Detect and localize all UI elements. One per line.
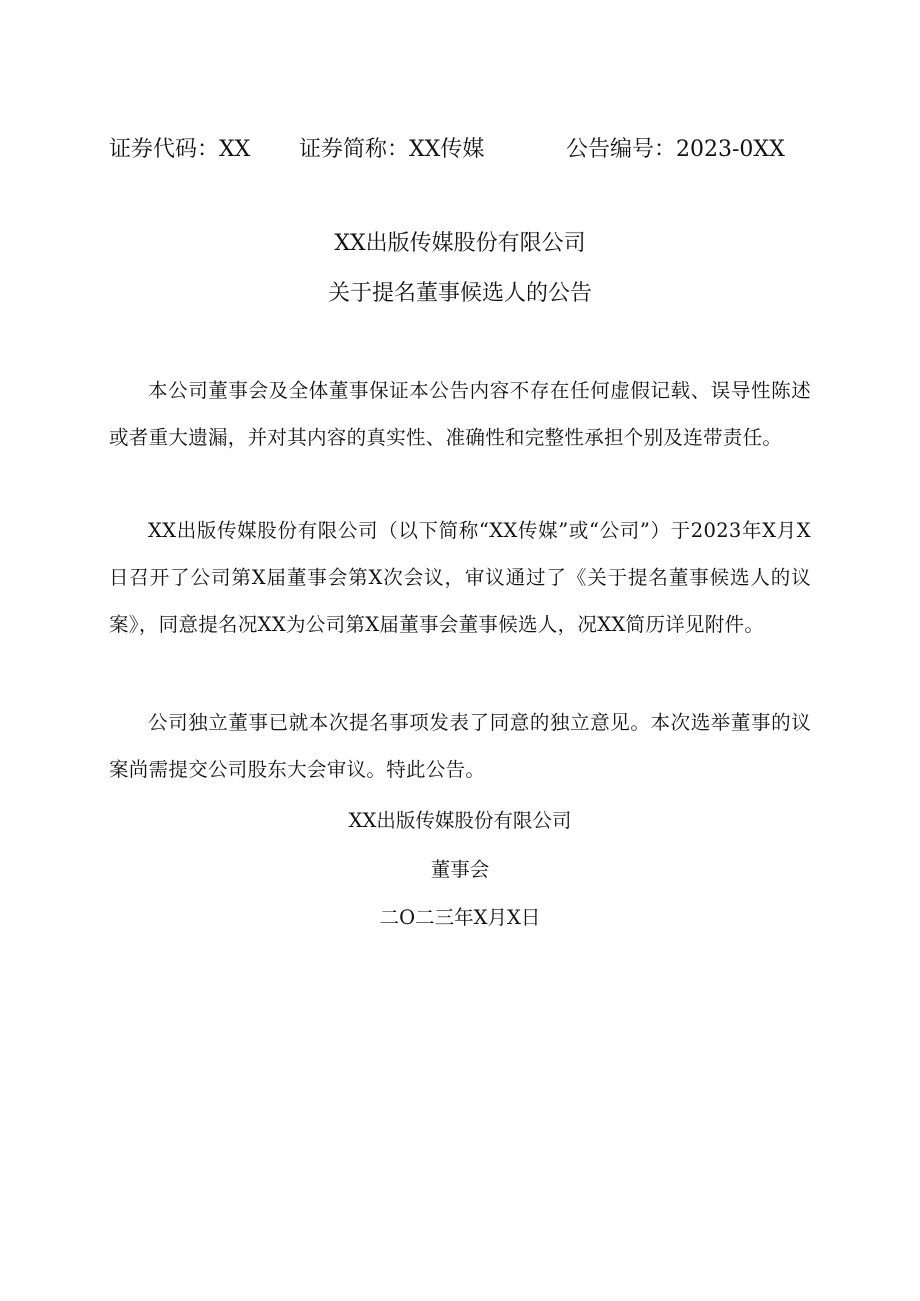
announcement-title: 关于提名董事候选人的公告	[327, 281, 592, 306]
opinion-paragraph: 公司独立董事已就本次提名事项发表了同意的独立意见。本次选举董事的议案尚需提交公司股东大会审议。特此公告。	[109, 711, 811, 781]
security-code: 证券代码：XX	[109, 137, 251, 162]
meeting-paragraph: XX出版传媒股份有限公司（以下简称“XX传媒”或“公司”）于2023年X月X日召开了公司第X届董事会第X次会议，审议通过了《关于提名董事候选人的议案》，同意提名况XX为公司第X届董事会董事候选人，况XX简历详见附件。	[109, 519, 811, 636]
statement-paragraph: 本公司董事会及全体董事保证本公告内容不存在任何虚假记载、误导性陈述或者重大遗漏，并对其内容的真实性、准确性和完整性承担个别及连带责任。	[109, 379, 811, 449]
signature-date: 二O二三年X月X日	[379, 906, 541, 929]
security-abbreviation: 证券简称：XX传媒	[299, 137, 485, 162]
announcement-number: 公告编号：2023-0XX	[566, 137, 785, 162]
signature-company: XX出版传媒股份有限公司	[348, 809, 572, 832]
company-title: XX出版传媒股份有限公司	[334, 231, 586, 256]
announcement-header	[109, 132, 829, 168]
signature-board: 董事会	[430, 858, 490, 881]
